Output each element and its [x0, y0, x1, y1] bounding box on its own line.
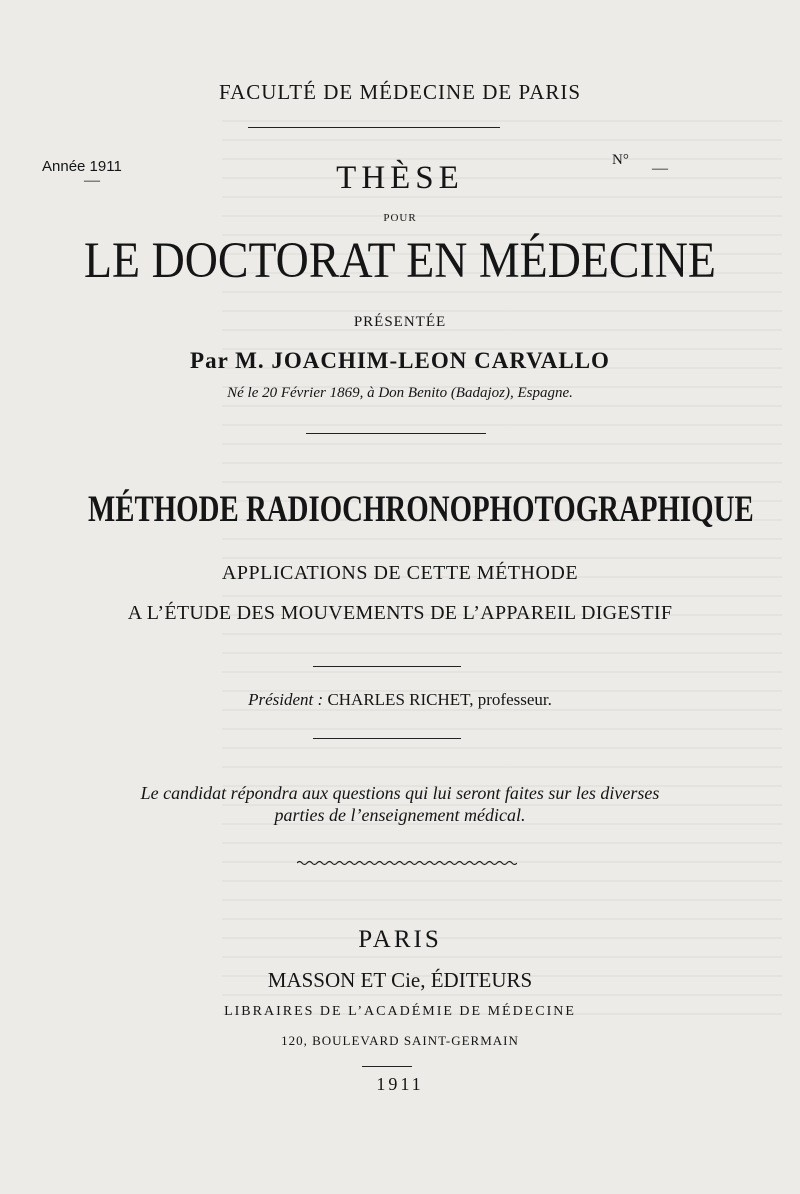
- address-line: 120, BOULEVARD SAINT-GERMAIN: [281, 1033, 519, 1048]
- numero-dash: —: [652, 160, 668, 177]
- separator-rule-3: [313, 738, 461, 739]
- president-line: [0, 690, 800, 710]
- president-label: Président :: [248, 690, 324, 709]
- year-footer: 1911: [376, 1074, 424, 1094]
- publisher-line: MASSON ET Cie, ÉDITEURS: [267, 968, 533, 992]
- bottom-rule: [362, 1066, 412, 1067]
- president-name: CHARLES RICHET, professeur.: [327, 690, 552, 709]
- pour-label: POUR: [383, 212, 417, 224]
- thesis-main-title: MÉTHODE RADIOCHRONOPHOTOGRAPHIQUE: [88, 489, 754, 530]
- birth-line: Né le 20 Février 1869, à Don Benito (Badajoz), Espagne.: [227, 385, 573, 401]
- annee-dash: —: [84, 172, 100, 189]
- thesis-subtitle-2: A L’ÉTUDE DES MOUVEMENTS DE L’APPAREIL DIGESTIF: [127, 602, 673, 624]
- doctorat-heading: LE DOCTORAT EN MÉDECINE: [84, 233, 716, 289]
- these-heading: THÈSE: [336, 160, 464, 196]
- presentee-label: PRÉSENTÉE: [353, 314, 447, 330]
- separator-rule-2: [313, 666, 461, 667]
- candidate-note-line-2: parties de l’enseignement médical.: [274, 805, 526, 825]
- top-rule: [248, 127, 500, 128]
- separator-rule-1: [306, 433, 486, 434]
- wavy-ornament-rule: [297, 858, 517, 868]
- annee-label: Année 1911: [42, 158, 122, 175]
- city-heading: PARIS: [358, 926, 442, 953]
- thesis-subtitle-1: APPLICATIONS DE CETTE MÉTHODE: [221, 562, 579, 584]
- author-line: Par M. JOACHIM-LEON CARVALLO: [190, 348, 610, 373]
- libraires-line: LIBRAIRES DE L’ACADÉMIE DE MÉDECINE: [224, 1004, 576, 1019]
- numero-label: N°: [612, 152, 629, 168]
- faculty-heading: FACULTÉ DE MÉDECINE DE PARIS: [218, 80, 582, 104]
- candidate-note-line-1: Le candidat répondra aux questions qui lui seront faites sur les diverses: [140, 783, 660, 803]
